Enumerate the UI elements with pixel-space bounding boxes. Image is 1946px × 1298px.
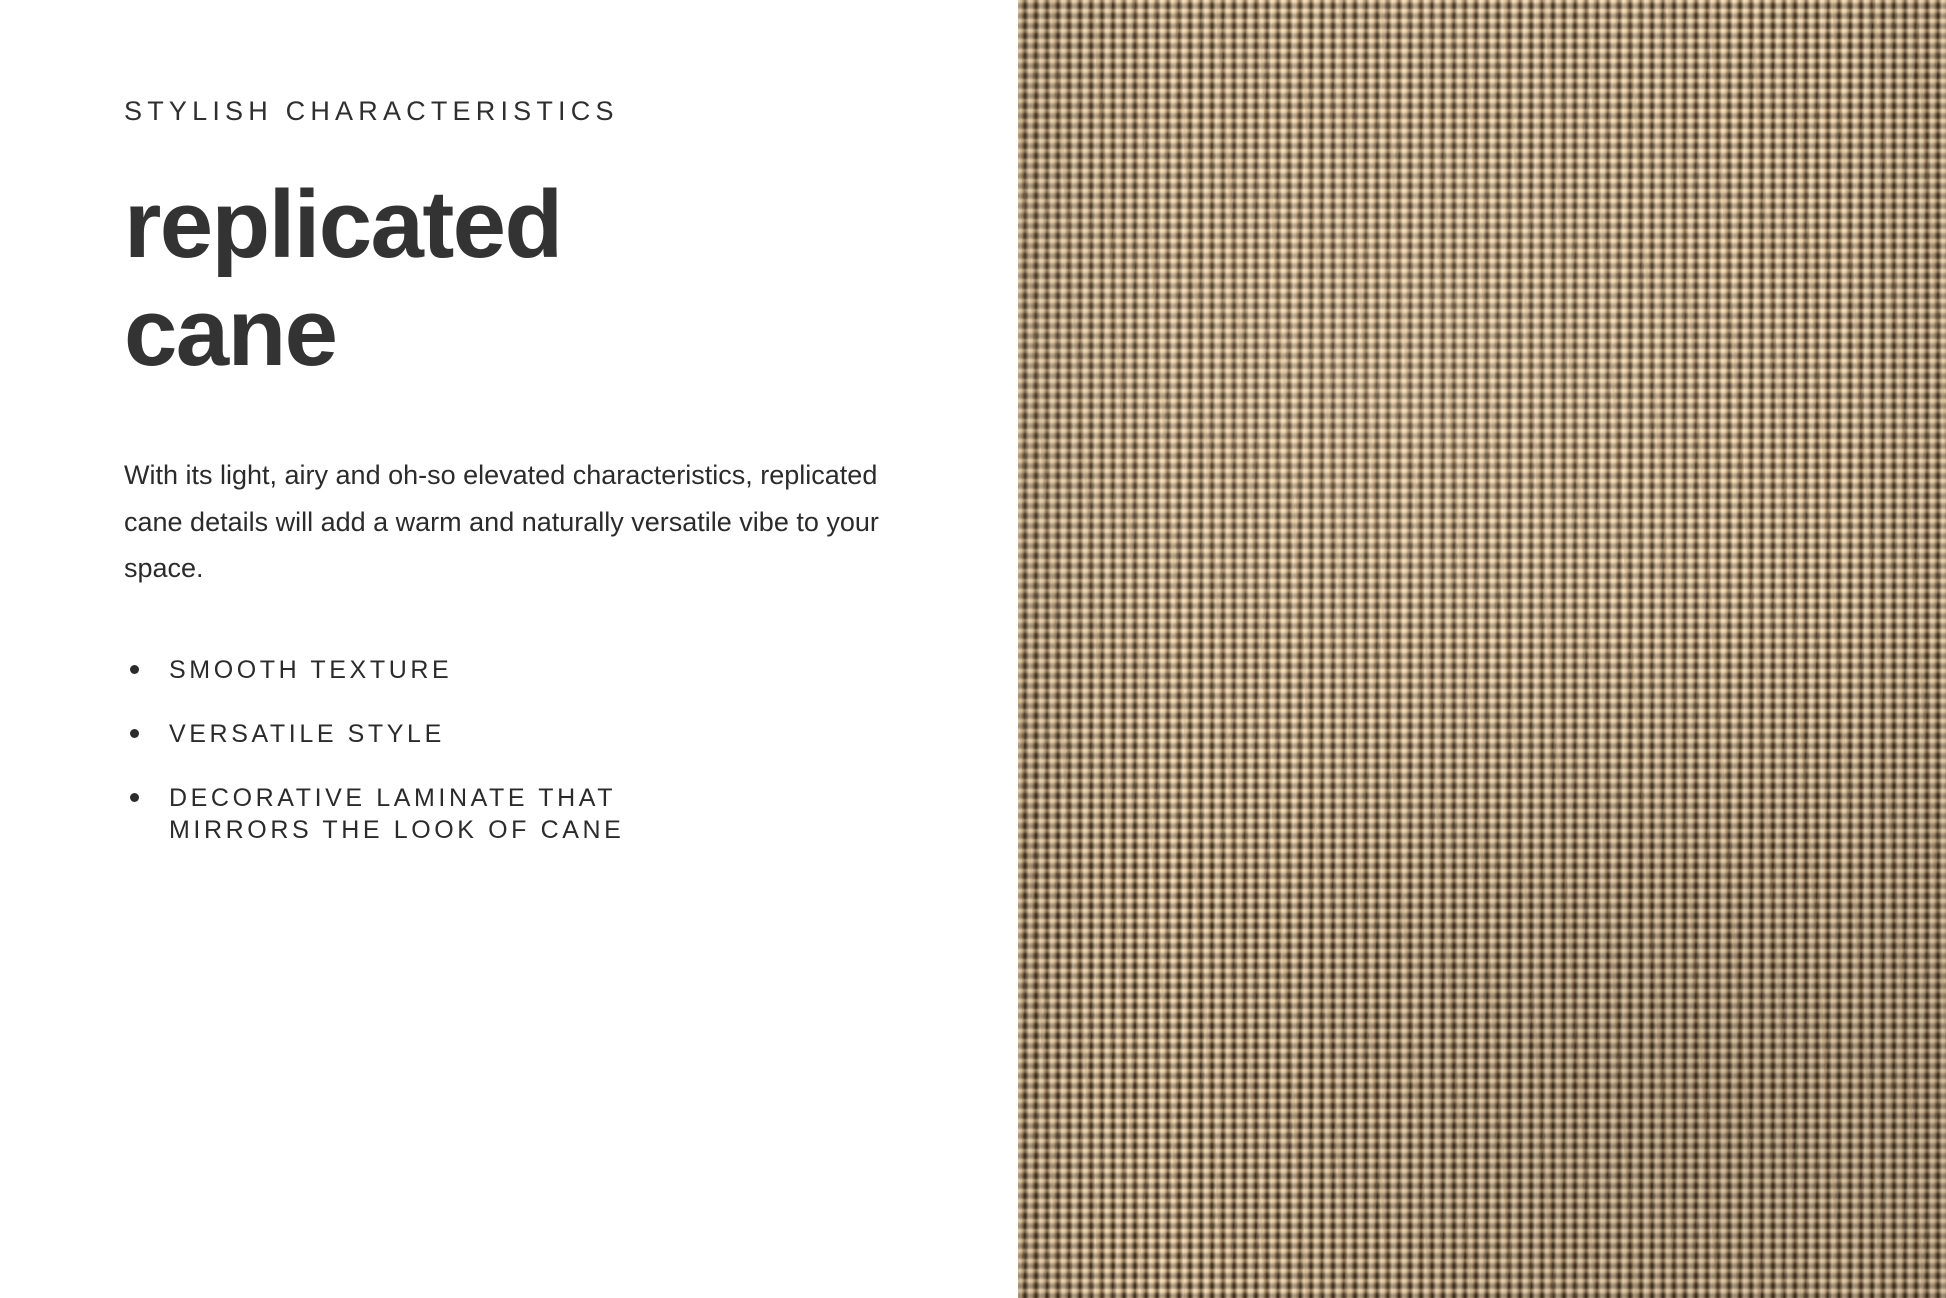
eyebrow-label: STYLISH CHARACTERISTICS [124, 96, 619, 126]
list-item [124, 718, 924, 750]
list-item-label: VERSATILE STYLE [169, 719, 445, 748]
page-title: replicated cane [124, 171, 562, 386]
bullet-icon [130, 665, 139, 674]
bullet-icon [130, 729, 139, 738]
feature-list [124, 654, 924, 846]
list-item [124, 782, 924, 846]
list-item [124, 654, 924, 686]
body-paragraph: With its light, airy and oh-so elevated characteristics, replicated cane details will add a warm and naturally versatile vibe to your space. [124, 460, 879, 584]
list-item-label: SMOOTH TEXTURE [169, 655, 453, 684]
bullet-icon [130, 793, 139, 802]
cane-texture-image [1018, 0, 1946, 1298]
weave-shading-layer [1018, 0, 1946, 1298]
text-content-block [124, 95, 924, 846]
list-item-label: DECORATIVE LAMINATE THAT [169, 783, 617, 812]
list-item-label-secondary: MIRRORS THE LOOK OF CANE [169, 815, 625, 844]
